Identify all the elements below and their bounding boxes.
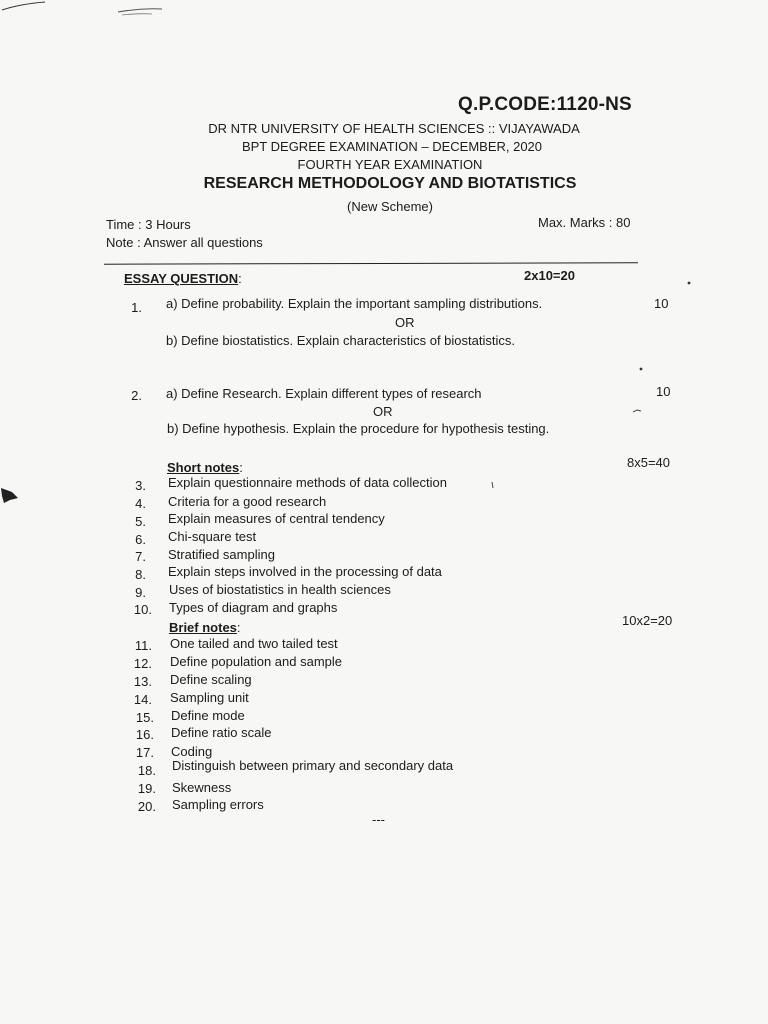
list-item: Sampling errors	[172, 797, 264, 812]
question-1-marks: 10	[654, 296, 669, 311]
question-2b: b) Define hypothesis. Explain the procedure for hypothesis testing.	[167, 421, 550, 436]
essay-heading	[124, 270, 242, 288]
list-item: Uses of biostatistics in health sciences	[169, 582, 391, 597]
list-item: Define population and sample	[170, 654, 343, 669]
list-item: Skewness	[172, 780, 232, 795]
essay-title-colon: :	[238, 271, 242, 286]
list-item: Distinguish between primary and secondary data	[172, 758, 454, 773]
list-item-number: 18.	[137, 763, 156, 778]
list-item: Criteria for a good research	[168, 494, 327, 509]
list-item-number: 15.	[135, 710, 154, 725]
brief-notes-title: Brief notes	[169, 620, 237, 635]
list-item: Chi-square test	[168, 529, 257, 544]
list-item-number: 3.	[135, 478, 146, 493]
university-name: DR NTR UNIVERSITY OF HEALTH SCIENCES :: VIJAYAWADA	[208, 121, 580, 136]
list-item-number: 14.	[133, 692, 152, 707]
max-marks-label: Max. Marks : 80	[538, 215, 631, 230]
list-item: Coding	[171, 744, 213, 759]
list-item: Define scaling	[170, 672, 252, 687]
list-item-number: 19.	[137, 781, 156, 796]
tick-mark	[632, 407, 642, 415]
brief-notes-marks: 10x2=20	[622, 613, 673, 628]
short-notes-title: Short notes	[167, 460, 240, 475]
pen-mark-top-left	[0, 0, 180, 30]
short-notes-marks: 8x5=40	[627, 455, 671, 470]
exam-year: FOURTH YEAR EXAMINATION	[297, 157, 483, 172]
exam-title: BPT DEGREE EXAMINATION – DECEMBER, 2020	[241, 139, 543, 154]
essay-title: ESSAY QUESTION	[124, 271, 239, 286]
list-item-number: 7.	[135, 549, 146, 564]
list-item-number: 16.	[135, 727, 154, 742]
list-item: Sampling unit	[170, 690, 249, 705]
list-item: Types of diagram and graphs	[169, 600, 338, 615]
list-item: Explain questionnaire methods of data collection	[168, 475, 447, 490]
dot-mark	[686, 280, 694, 288]
list-item: Define ratio scale	[171, 725, 272, 740]
punch-hole-mark	[0, 484, 22, 506]
essay-marks: 2x10=20	[524, 268, 575, 283]
qp-code: Q.P.CODE:1120-NS	[458, 94, 632, 115]
list-item-number: 4.	[135, 496, 146, 511]
list-item-number: 17.	[135, 745, 154, 760]
dot-mark	[638, 366, 646, 374]
list-item: Explain steps involved in the processing of data	[168, 564, 442, 579]
question-number: 2.	[131, 388, 142, 403]
question-number: 1.	[131, 300, 142, 315]
list-item-number: 9.	[135, 585, 146, 600]
list-item: One tailed and two tailed test	[170, 636, 338, 651]
end-of-paper-mark: ---	[372, 812, 385, 827]
header-divider	[104, 262, 638, 264]
question-2-marks: 10	[656, 384, 671, 399]
question-1b: b) Define biostatistics. Explain characteristics of biostatistics.	[166, 333, 515, 348]
question-1a: a) Define probability. Explain the important sampling distributions.	[166, 296, 543, 311]
list-item-number: 20.	[137, 799, 156, 814]
note-label: Note : Answer all questions	[106, 235, 263, 250]
time-label: Time : 3 Hours	[106, 217, 191, 232]
or-label: OR	[395, 315, 415, 330]
list-item: Stratified sampling	[168, 547, 275, 562]
scheme-label: (New Scheme)	[347, 199, 433, 214]
list-item-number: 8.	[135, 567, 146, 582]
question-2a: a) Define Research. Explain different types of research	[166, 386, 482, 401]
list-item: Explain measures of central tendency	[168, 511, 385, 526]
list-item-number: 13.	[133, 674, 152, 689]
list-item-number: 11.	[134, 638, 152, 653]
list-item: Define mode	[171, 708, 245, 723]
list-item-number: 5.	[135, 514, 146, 529]
list-item-number: 6.	[135, 532, 146, 547]
or-label: OR	[373, 404, 393, 419]
brief-notes-heading	[169, 619, 241, 637]
short-notes-colon: :	[239, 460, 243, 475]
subject-title: RESEARCH METHODOLOGY AND BIOTATISTICS	[203, 175, 577, 192]
dot-mark	[490, 480, 496, 490]
list-item-number: 12.	[133, 656, 152, 671]
brief-notes-colon: :	[236, 620, 241, 635]
list-item-number: 10.	[133, 602, 152, 617]
